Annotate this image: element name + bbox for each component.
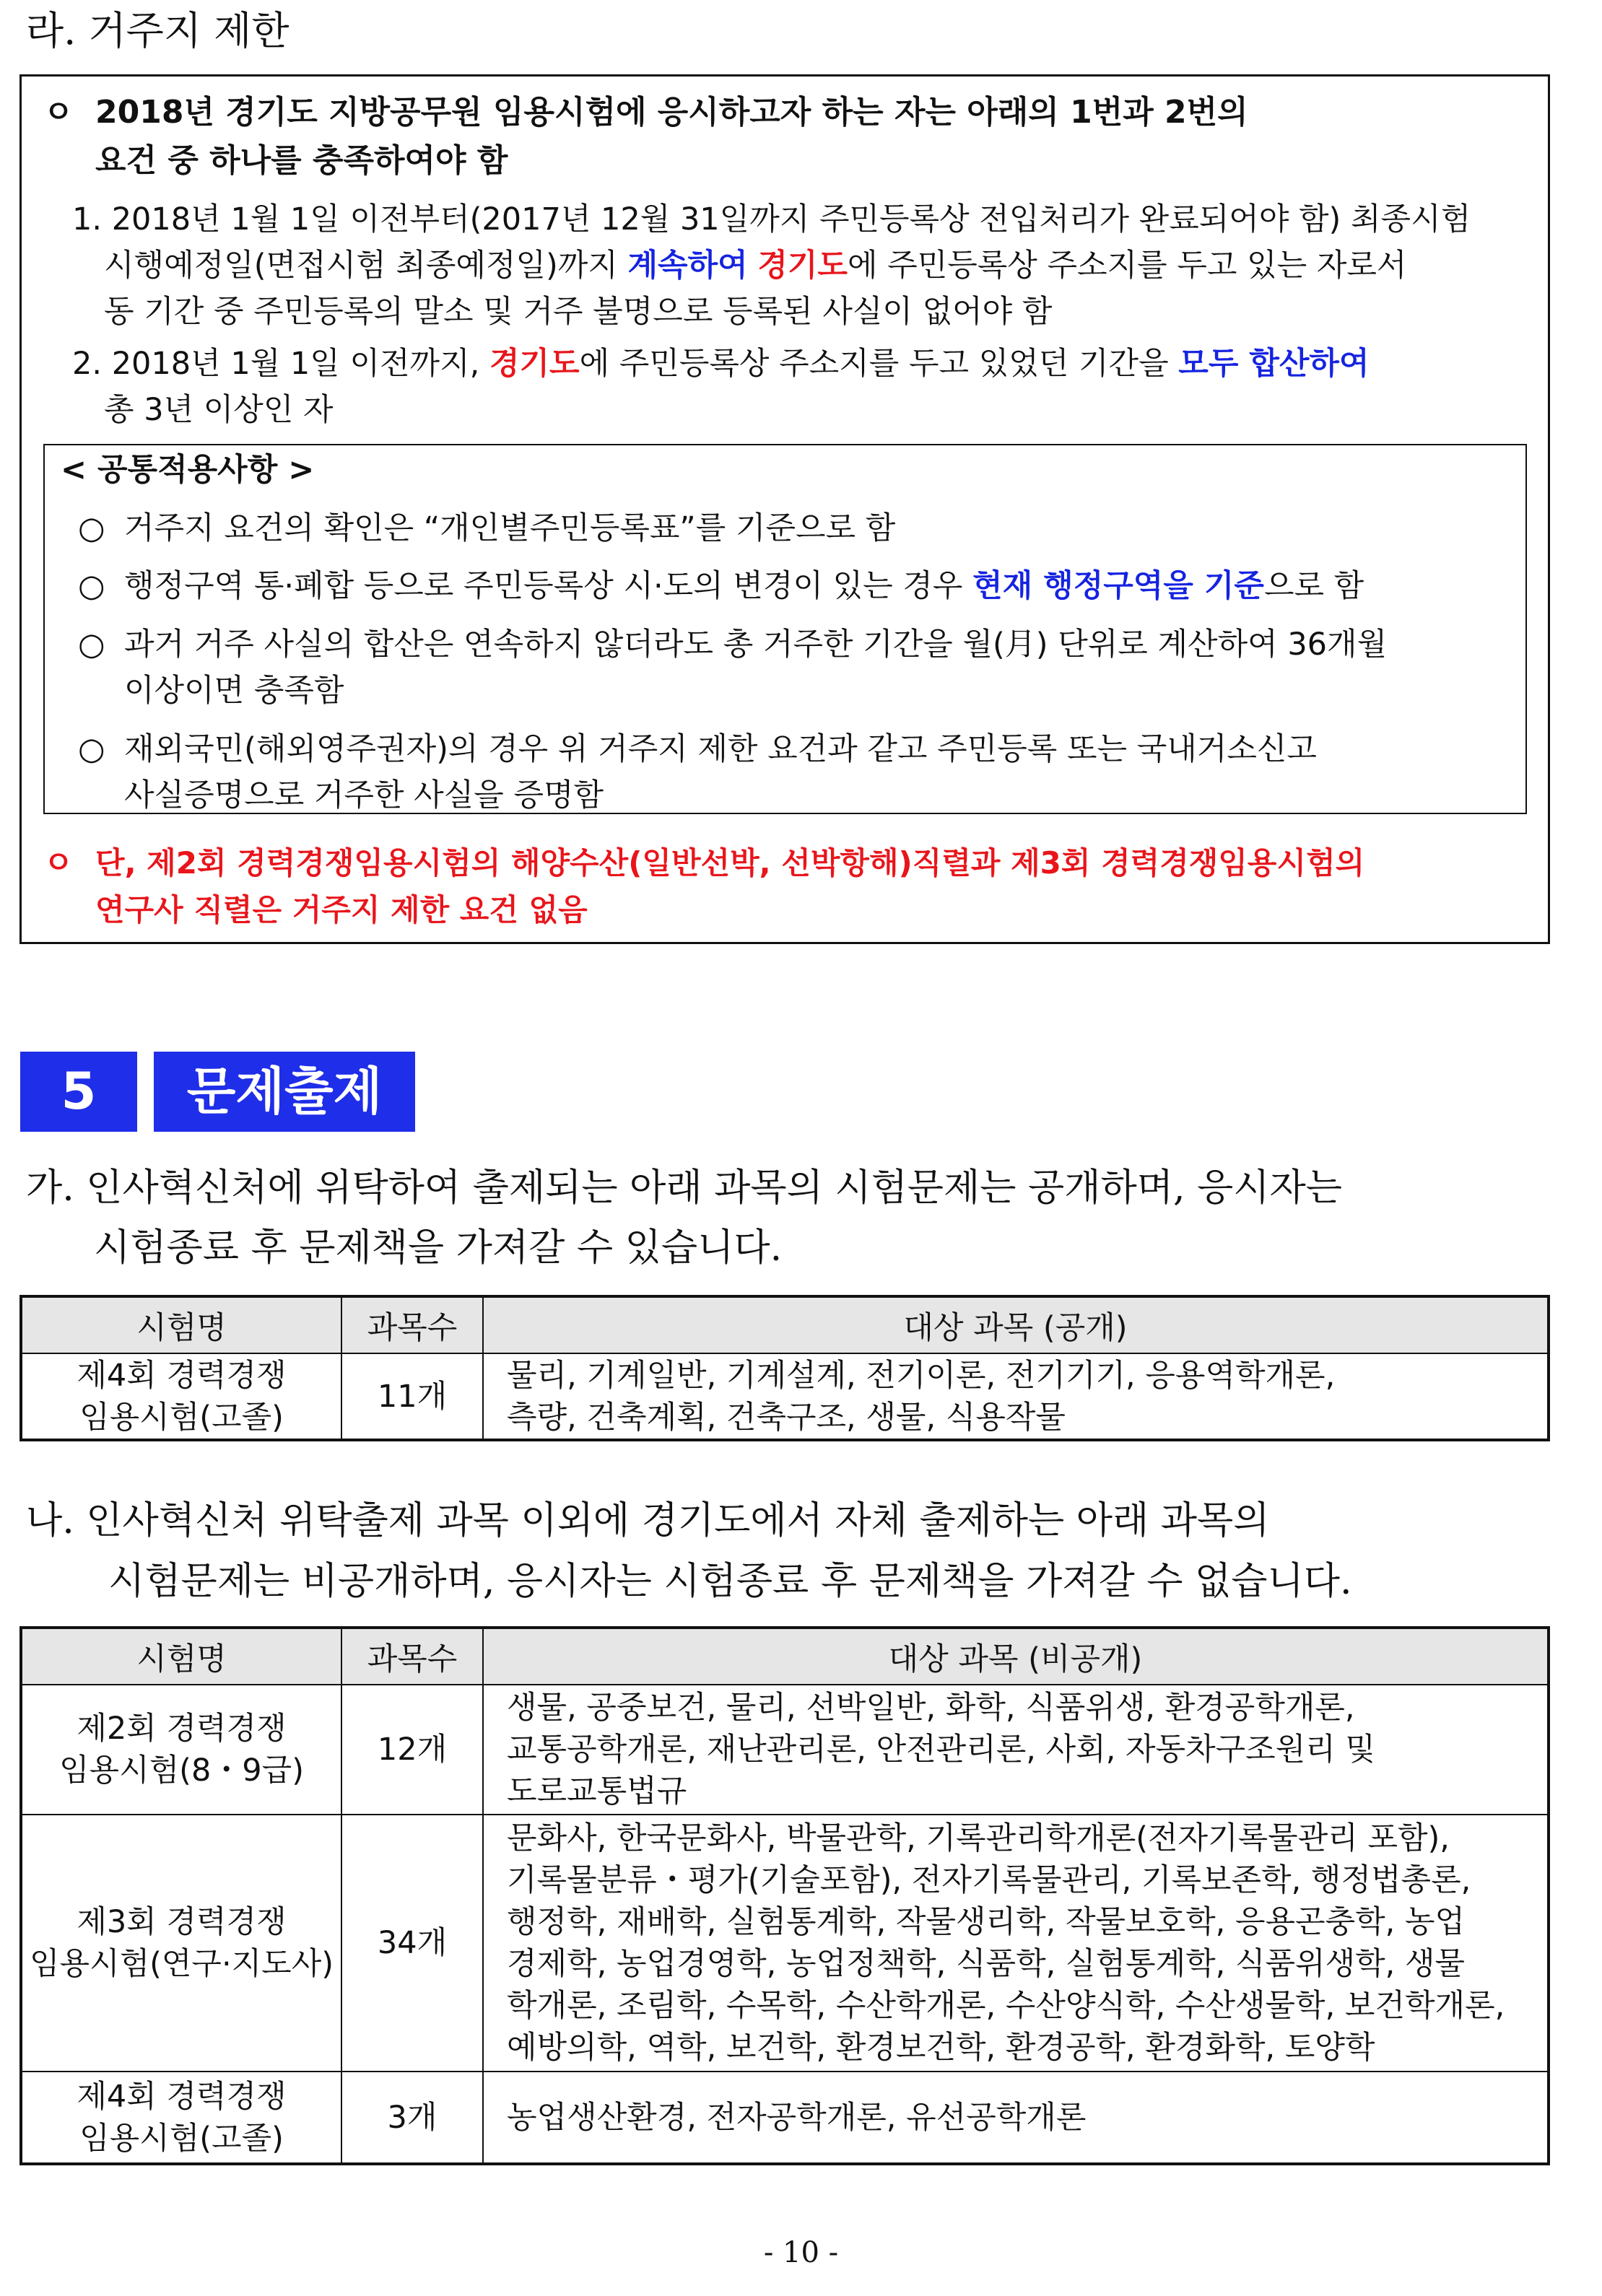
exam-name-line1: 제4회 경력경쟁 — [77, 2078, 287, 2115]
subject-count-cell: 12개 — [341, 1685, 483, 1815]
subjects-line: 교통공학개론, 재난관리론, 안전관리론, 사회, 자동차구조원리 및 — [507, 1732, 1376, 1768]
item1-line2-text: 시행예정일(면접시험 최종예정일)까지 — [104, 248, 628, 284]
item2-line2: 총 3년 이상인 자 — [104, 392, 334, 428]
item2-line1 — [72, 342, 1369, 385]
subjects-cell — [483, 1685, 1549, 1815]
rule3-line2: 이상이면 충족함 — [124, 673, 344, 709]
exam-name-line2: 임용시험(연구·지도사) — [29, 1946, 334, 1982]
header-exam-name: 시험명 — [21, 1628, 341, 1685]
table-row — [21, 1815, 1549, 2072]
exam-name-line1: 제2회 경력경쟁 — [77, 1711, 287, 1747]
private-subjects-table — [19, 1626, 1550, 2165]
item1-emphasis-continuous: 계속하여 — [627, 248, 748, 284]
rule1-bullet: ○ — [78, 510, 105, 546]
rule1-text: 거주지 요건의 확인은 “개인별주민등록표”를 기준으로 함 — [124, 510, 896, 546]
main-condition-bullet: ㅇ — [43, 95, 74, 131]
rule4-line1: 재외국민(해외영주권자)의 경우 위 거주지 제한 요건과 같고 주민등록 또는 국내거소신고 — [124, 731, 1317, 767]
item2-emphasis-sum-all: 모두 합산하여 — [1178, 346, 1370, 382]
rule3-bullet: ○ — [78, 627, 105, 663]
table-row — [21, 1353, 1549, 1440]
main-condition-line1: 2018년 경기도 지방공무원 임용시험에 응시하고자 하는 자는 아래의 1번과 2번의 — [95, 94, 1248, 131]
item2-emphasis-gyeonggi: 경기도 — [489, 346, 580, 382]
table-header-row — [21, 1296, 1549, 1353]
exam-name-line2: 임용시험(고졸) — [79, 1399, 284, 1436]
item2-line1-text: 2. 2018년 1월 1일 이전까지, — [72, 346, 489, 382]
rule2-text — [124, 564, 1364, 608]
exception-line1: 단, 제2회 경력경쟁임용시험의 해양수산(일반선박, 선박항해)직렬과 제3회 경력경쟁임용시험의 — [95, 845, 1365, 881]
rule4-bullet: ○ — [78, 731, 105, 767]
header-subject-count: 과목수 — [341, 1296, 483, 1353]
subjects-line: 농업생산환경, 전자공학개론, 유선공학개론 — [507, 2099, 1087, 2136]
exam-name-line2: 임용시험(8・9급) — [59, 1752, 304, 1789]
table-row — [21, 1685, 1549, 1815]
rule3-line1: 과거 거주 사실의 합산은 연속하지 않더라도 총 거주한 기간을 월(月) 단위로 계산하여 36개월 — [124, 627, 1388, 663]
exam-name-line1: 제3회 경력경쟁 — [77, 1904, 287, 1940]
table-header-row — [21, 1628, 1549, 1685]
subjects-line: 측량, 건축계획, 건축구조, 생물, 식용작물 — [507, 1399, 1066, 1436]
rule2-bullet: ○ — [78, 568, 105, 604]
section-na-line1: 나. 인사혁신처 위탁출제 과목 이외에 경기도에서 자체 출제하는 아래 과목의 — [26, 1499, 1270, 1542]
exam-name-cell — [21, 2072, 341, 2164]
common-rules-box — [43, 444, 1527, 814]
subjects-line: 생물, 공중보건, 물리, 선박일반, 화학, 식품위생, 환경공학개론, — [507, 1690, 1355, 1726]
subjects-line: 도로교통법규 — [507, 1773, 687, 1810]
header-exam-name: 시험명 — [21, 1296, 341, 1353]
exception-bullet: ㅇ — [43, 845, 74, 881]
rule4-line2: 사실증명으로 거주한 사실을 증명함 — [124, 777, 604, 813]
item1-line2-space — [748, 248, 758, 284]
subject-count-cell: 11개 — [341, 1353, 483, 1440]
item1-line2 — [104, 244, 1406, 287]
main-condition-line2: 요건 중 하나를 충족하여야 함 — [95, 142, 508, 179]
subjects-line: 문화사, 한국문화사, 박물관학, 기록관리학개론(전자기록물관리 포함), — [507, 1820, 1450, 1856]
header-subjects-private: 대상 과목 (비공개) — [483, 1628, 1549, 1685]
item1-line1: 1. 2018년 1월 1일 이전부터(2017년 12월 31일까지 주민등록상 전입처리가 완료되어야 함) 최종시험 — [72, 201, 1471, 237]
subjects-line: 경제학, 농업경영학, 농업정책학, 식품학, 실험통계학, 식품위생학, 생물 — [507, 1946, 1466, 1982]
public-subjects-table — [19, 1295, 1550, 1441]
exam-name-cell — [21, 1815, 341, 2072]
subjects-line: 학개론, 조림학, 수목학, 수산학개론, 수산양식학, 수산생물학, 보건학개론, — [507, 1988, 1505, 2024]
exam-name-line2: 임용시험(고졸) — [79, 2120, 284, 2157]
rule2-emphasis: 현재 행정구역을 기준 — [972, 568, 1264, 604]
item1-line3: 동 기간 중 주민등록의 말소 및 거주 불명으로 등록된 사실이 없어야 함 — [104, 294, 1053, 330]
exam-name-cell — [21, 1685, 341, 1815]
subjects-cell — [483, 1353, 1549, 1440]
subjects-line: 행정학, 재배학, 실험통계학, 작물생리학, 작물보호학, 응용곤충학, 농업 — [507, 1904, 1466, 1940]
page-number: - 10 - — [763, 2236, 839, 2269]
section-title-badge: 문제출제 — [154, 1052, 415, 1132]
rule2-text-a: 행정구역 통·폐합 등으로 주민등록상 시·도의 변경이 있는 경우 — [124, 568, 973, 604]
exam-name-line1: 제4회 경력경쟁 — [77, 1357, 287, 1394]
section-ga-line2: 시험종료 후 문제책을 가져갈 수 있습니다. — [94, 1226, 783, 1270]
item1-line2-rest: 에 주민등록상 주소지를 두고 있는 자로서 — [847, 248, 1407, 284]
common-rules-title: < 공통적용사항 > — [61, 452, 315, 488]
subjects-line: 예방의학, 역학, 보건학, 환경보건학, 환경공학, 환경화학, 토양학 — [507, 2030, 1375, 2066]
subject-count-cell: 3개 — [341, 2072, 483, 2164]
exam-name-cell — [21, 1353, 341, 1440]
section-na-line2: 시험문제는 비공개하며, 응시자는 시험종료 후 문제책을 가져갈 수 없습니다. — [108, 1560, 1352, 1603]
subjects-line: 물리, 기계일반, 기계설계, 전기이론, 전기기기, 응용역학개론, — [507, 1357, 1336, 1394]
exception-line2: 연구사 직렬은 거주지 제한 요건 없음 — [95, 892, 588, 927]
table-row — [21, 2072, 1549, 2164]
subjects-cell — [483, 1815, 1549, 2072]
item1-emphasis-gyeonggi: 경기도 — [757, 248, 848, 284]
section-number-badge: 5 — [20, 1052, 137, 1132]
rule2-text-b: 으로 함 — [1263, 568, 1364, 604]
subject-count-cell: 34개 — [341, 1815, 483, 2072]
section-ga-line1: 가. 인사혁신처에 위탁하여 출제되는 아래 과목의 시험문제는 공개하며, 응시자는 — [26, 1166, 1342, 1210]
item2-line1-mid: 에 주민등록상 주소지를 두고 있었던 기간을 — [579, 346, 1179, 382]
subjects-line: 기록물분류・평가(기술포함), 전자기록물관리, 기록보존학, 행정법총론, — [507, 1862, 1471, 1898]
section-heading-residence: 라. 거주지 제한 — [26, 8, 290, 53]
subjects-cell — [483, 2072, 1549, 2164]
header-subject-count: 과목수 — [341, 1628, 483, 1685]
header-subjects-public: 대상 과목 (공개) — [483, 1296, 1549, 1353]
